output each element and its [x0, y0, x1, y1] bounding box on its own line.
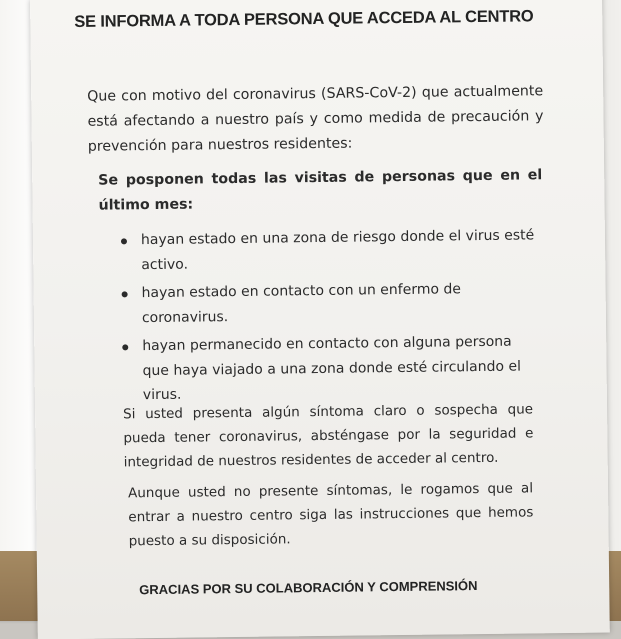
- symptoms-paragraph: Si usted presenta algún síntoma claro o sospecha que pueda tener coronavirus, absténgase por la seguridad e integridad de nuestros residentes de acceder al centro.: [122, 401, 534, 471]
- list-item-text: hayan estado en una zona de riesgo donde el virus esté activo.: [140, 227, 535, 273]
- list-item: [117, 223, 538, 277]
- thanks-line: GRACIAS POR SU COLABORACIÓN Y COMPRENSIÓN: [139, 578, 478, 598]
- notice-sheet: [30, 0, 610, 639]
- list-item-text: hayan permanecido en contacto con alguna persona que haya viajado a una zona donde esté circulando el virus.: [142, 333, 522, 404]
- list-item: [118, 329, 539, 408]
- list-item: [117, 276, 538, 330]
- list-item-text: hayan estado en contacto con un enfermo de coronavirus.: [141, 281, 462, 326]
- lead-paragraph: Se posponen todas las visitas de personas que en el último mes:: [98, 167, 543, 214]
- bullet-icon: [121, 238, 127, 244]
- notice-title: SE INFORMA A TODA PERSONA QUE ACCEDA AL CENTRO: [74, 7, 534, 31]
- conditions-list: [117, 223, 539, 412]
- bullet-icon: [122, 344, 128, 350]
- intro-paragraph: Que con motivo del coronavirus (SARS-CoV-2) que actualmente está afectando a nuestro país y como medida de precaución y prevención para nuestros residentes:: [87, 83, 544, 155]
- instructions-paragraph: Aunque usted no presente síntomas, le rogamos que al entrar a nuestro centro siga las instrucciones que hemos puesto a su disposición.: [127, 480, 534, 550]
- bullet-icon: [122, 291, 128, 297]
